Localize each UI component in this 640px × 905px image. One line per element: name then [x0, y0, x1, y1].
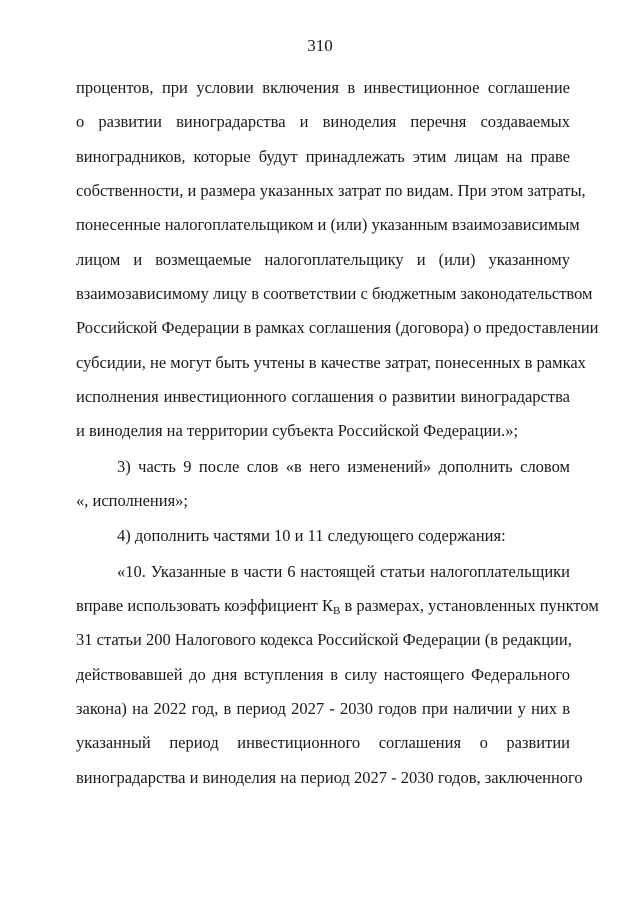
paragraph-line: лицом и возмещаемые налогоплательщику и (или) указанному: [76, 250, 570, 269]
paragraph-line: понесенные налогоплательщиком и (или) указанным взаимозависимым: [76, 215, 580, 234]
paragraph-line: о развитии виноградарства и виноделия перечня создаваемых: [76, 112, 570, 131]
coefficient-text-after: в размерах, установленных пунктом: [340, 596, 599, 615]
paragraph-line: виноградников, которые будут принадлежать этим лицам на праве: [76, 147, 570, 166]
paragraph-line: указанный период инвестиционного соглашения о развитии: [76, 733, 570, 752]
page-number: 310: [307, 36, 333, 55]
paragraph-line: процентов, при условии включения в инвестиционное соглашение: [76, 78, 570, 97]
paragraph-line: Российской Федерации в рамках соглашения (договора) о предоставлении: [76, 318, 599, 337]
item-3-line: 3) часть 9 после слов «в него изменений» дополнить словом: [117, 457, 570, 476]
item-3-line-last: «, исполнения»;: [76, 491, 188, 510]
item-4-line: 4) дополнить частями 10 и 11 следующего содержания:: [117, 526, 506, 545]
paragraph-line: субсидии, не могут быть учтены в качестве затрат, понесенных в рамках: [76, 353, 586, 372]
paragraph-line: закона) на 2022 год, в период 2027 - 2030 годов при наличии у них в: [76, 699, 570, 718]
paragraph-line: взаимозависимому лицу в соответствии с бюджетным законодательством: [76, 284, 593, 303]
paragraph-line: собственности, и размера указанных затрат по видам. При этом затраты,: [76, 181, 586, 200]
paragraph-line: исполнения инвестиционного соглашения о развитии виноградарства: [76, 387, 570, 406]
paragraph-line-last: и виноделия на территории субъекта Российской Федерации.»;: [76, 421, 519, 440]
coefficient-text-before: вправе использовать коэффициент К: [76, 596, 333, 615]
paragraph-line: действовавшей до дня вступления в силу настоящего Федерального: [76, 665, 570, 684]
paragraph-line: 31 статьи 200 Налогового кодекса Российской Федерации (в редакции,: [76, 630, 572, 649]
coefficient-line: [76, 596, 599, 617]
coefficient-subscript: В: [333, 605, 341, 617]
quote-10-line: «10. Указанные в части 6 настоящей статьи налогоплательщики: [117, 562, 570, 581]
paragraph-line: виноградарства и виноделия на период 2027 - 2030 годов, заключенного: [76, 768, 583, 787]
